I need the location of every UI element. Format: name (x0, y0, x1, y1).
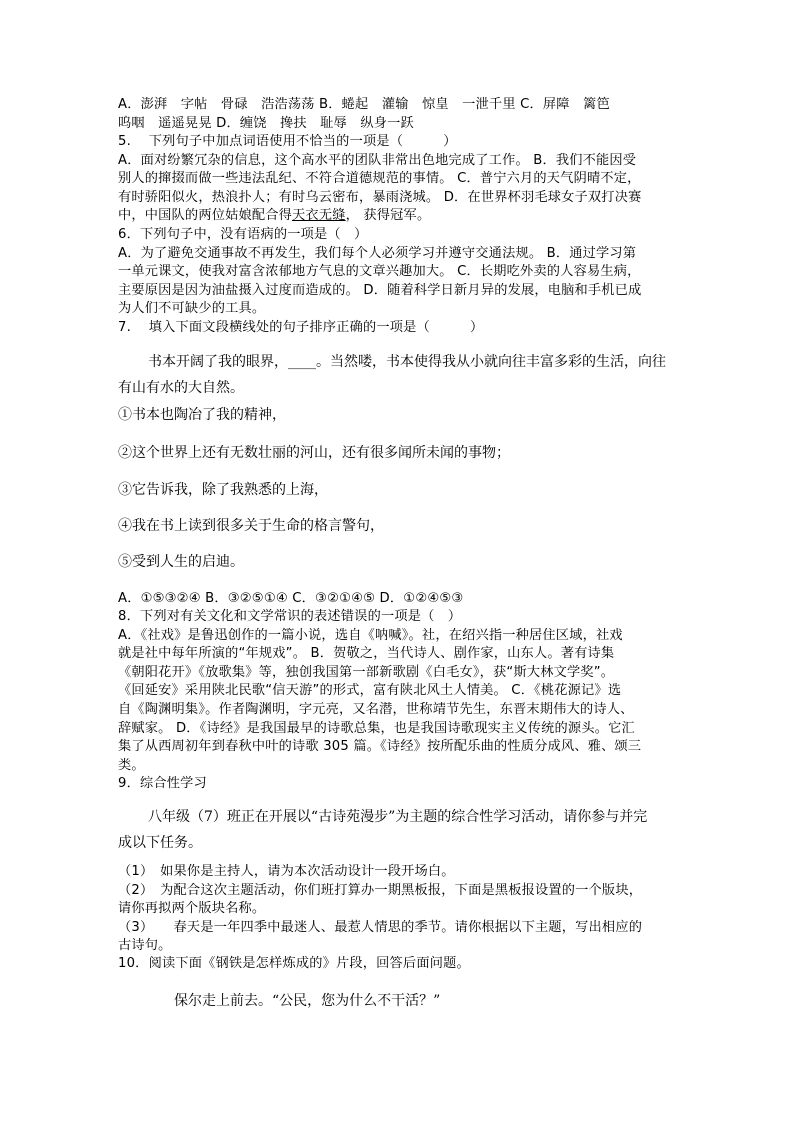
q7-blank: ____ (288, 354, 316, 370)
q5-line: 别人的撺掇而做一些违法乱纪、不符合道德规范的事情。 C．普宁六月的天气阴晴不定， (118, 171, 641, 187)
q6-line: 主要原因是因为油盐摄入过度而造成的。 D．随着科学日新月异的发展，电脑和手机已成 (118, 282, 642, 298)
q5-underlined-phrase: 天衣无缝 (292, 208, 346, 224)
q10-quote: 保尔走上前去。“公民，您为什么不干活？” (174, 993, 441, 1009)
question-5 (118, 133, 678, 226)
question-8 (118, 608, 678, 775)
q5-line-d-before: 中，中国队的两位姑娘配合得 (118, 208, 293, 224)
q9-stem: 9．综合性学习 (118, 776, 207, 791)
q9-task-line: （2） 为配合这次主题活动，你们班打算办一期黑板报，下面是黑板报设置的一个版块， (118, 882, 643, 898)
q8-line: 集了从西周初年到春秋中叶的诗歌 305 篇。《诗经》按所配乐曲的性质分成风、雅、颂三 (118, 739, 642, 755)
question-7-passage (118, 349, 678, 401)
q5-line: 有时骄阳似火，热浪扑人；有时乌云密布，暴雨浇城。 D．在世界杯羽毛球女子双打决赛 (118, 189, 642, 205)
q6-line: 一单元课文，使我对富含浓郁地方气息的文章兴趣加大。 C．长期吃外卖的人容易生病， (118, 264, 641, 280)
question-6 (118, 226, 678, 319)
q9-task-line: 请你再拟两个版块名称。 (118, 901, 266, 917)
q4-option-line: 呜咽 遥遥晃晃 D．缠饶 搀扶 耻辱 纵身一跃 (118, 115, 414, 131)
q5-line: A．面对纷繁冗杂的信息，这个高水平的团队非常出色地完成了工作。 B．我们不能因受 (118, 152, 637, 168)
q7-item: ①书本也陶冶了我的精神， (118, 407, 286, 423)
q8-line: 《回延安》采用陕北民歌“信天游”的形式，富有陕北风土人情美。 C．《桃花源记》选 (118, 683, 622, 699)
q8-line: 就是社中每年所演的“年规戏”。 B．贺敬之，当代诗人、剧作家，山东人。著有诗集 (118, 646, 615, 662)
q5-stem: 5. 下列句子中加点词语使用不恰当的一项是（ ） (118, 134, 457, 149)
q7-passage-after: 。当然喽，书本使得我从小就向往丰富多彩的生活，向往 (316, 354, 666, 370)
q4-option-line: A．澎湃 字帖 骨碌 浩浩荡荡 B．蜷起 灌输 惊皇 一泄千里 C．屏障 篱笆 (118, 97, 610, 112)
q7-item: ④我在书上读到很多关于生命的格言警句， (118, 518, 384, 534)
q7-item: ②这个世界上还有无数壮丽的河山，还有很多闻所未闻的事物； (118, 445, 510, 461)
q5-line-d-after: ， 获得冠军。 (345, 208, 431, 224)
question-7-options (118, 590, 678, 609)
q8-line: 自《陶渊明集》。作者陶渊明，字元亮，又名潜，世称靖节先生，东晋末期伟大的诗人、 (118, 701, 634, 717)
q9-task-line: （3） 春天是一年四季中最迷人、最惹人情思的季节。请你根据以下主题，写出相应的 (118, 919, 643, 935)
q9-intro-line: 成以下任务。 (118, 835, 202, 851)
q8-stem: 8．下列对有关文化和文学常识的表述错误的一项是（ ） (118, 609, 462, 624)
question-9-intro (118, 804, 678, 856)
q7-passage-line: 有山有水的大自然。 (118, 380, 244, 396)
q9-intro-line: 八年级（7）班正在开展以“古诗苑漫步”为主题的综合性学习活动，请你参与并完 (148, 809, 648, 825)
q7-options: A．①⑤③②④ B．③②⑤①④ C．③②①④⑤ D．①②④⑤③ (118, 591, 464, 606)
q6-line: A．为了避免交通事故不再发生，我们每个人必须学习并遵守交通法规。 B．通过学习第 (118, 245, 637, 261)
question-7-stem (118, 319, 678, 338)
question-4-options (118, 96, 678, 133)
question-9-stem (118, 775, 678, 794)
q8-line: 辞赋家。 D．《诗经》是我国最早的诗歌总集，也是我国诗歌现实主义传统的源头。它汇 (118, 720, 635, 736)
q7-passage-line (118, 349, 678, 375)
question-10-quote (174, 988, 674, 1014)
question-9-tasks (118, 863, 678, 956)
q6-line: 为人们不可缺少的工具。 (118, 301, 266, 317)
q8-line: A．《社戏》是鲁迅创作的一篇小说，选自《呐喊》。社，在绍兴指一种居住区域，社戏 (118, 627, 623, 643)
q8-line: 《朝阳花开》《放歌集》等，独创我国第一部新歌剧《白毛女》，获“斯大林文学奖”。 (118, 664, 615, 680)
q8-line: 类。 (118, 757, 145, 773)
q6-stem: 6．下列句子中，没有语病的一项是（ ） (118, 227, 368, 242)
q7-stem: 7. 填入下面文段横线处的句子排序正确的一项是（ ） (118, 320, 484, 335)
q10-stem: 10．阅读下面《钢铁是怎样炼成的》片段，回答后面问题。 (118, 956, 470, 971)
q7-item: ③它告诉我，除了我熟悉的上海， (118, 482, 328, 498)
q7-passage-before: 书本开阔了我的眼界， (148, 354, 288, 370)
q9-task-line: （1） 如果你是主持人，请为本次活动设计一段开场白。 (118, 864, 455, 879)
question-10-stem (118, 955, 678, 974)
q5-line (118, 207, 678, 226)
q7-item: ⑤受到人生的启迪。 (118, 554, 244, 570)
q9-task-line: 古诗句。 (118, 938, 172, 954)
